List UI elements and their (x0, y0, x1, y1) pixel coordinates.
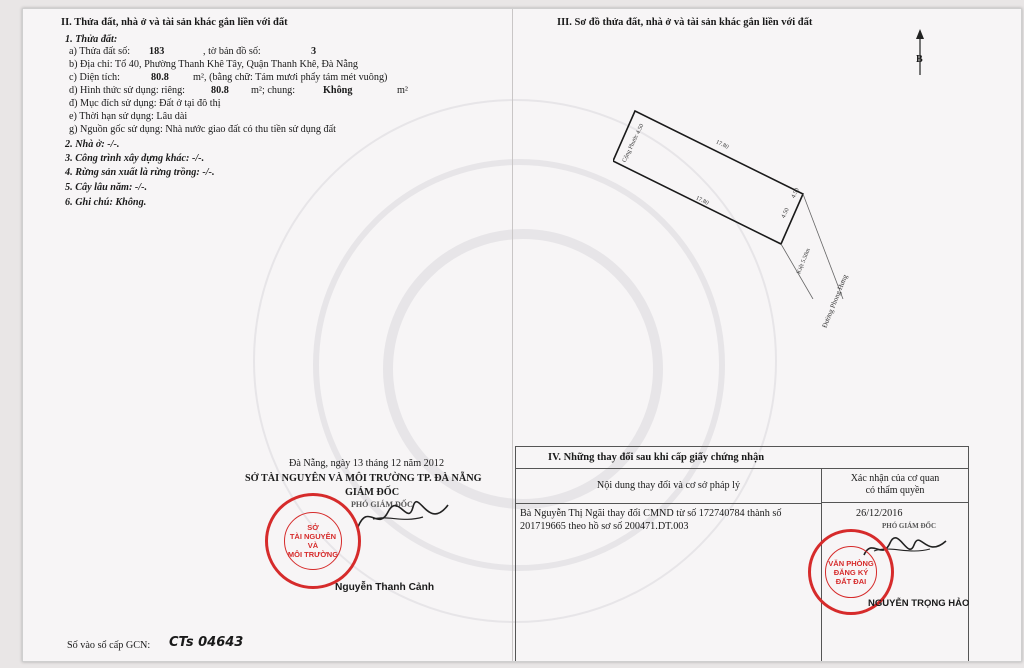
dim-top: 17.80 (714, 139, 730, 151)
section-iii-title: III. Sơ đồ thửa đất, nhà ở và tài sản khác gắn liền với đất (557, 17, 813, 28)
purpose-line: đ) Mục đích sử dụng: Đất ở tại đô thị (69, 98, 221, 109)
usage-common-label: m²; chung: (251, 85, 296, 96)
change-entry-date: 26/12/2016 (856, 508, 903, 519)
changes-title: IV. Những thay đổi sau khi cấp giấy chứng nhận (516, 447, 968, 469)
road-label: Đường Phong Hưng (820, 273, 850, 330)
official-seal-left: SỞ TÀI NGUYÊN VÀ MÔI TRƯỜNG (265, 493, 361, 589)
changes-col-confirm: Xác nhận của cơ quan có thẩm quyền (822, 469, 968, 503)
official-seal-right: VĂN PHÒNG ĐĂNG KÝ ĐẤT ĐAI (808, 529, 894, 615)
issue-date: Đà Nẵng, ngày 13 tháng 12 năm 2012 (289, 458, 445, 469)
area-unit-words: m², (bằng chữ: Tám mươi phẩy tám mét vuông) (193, 72, 388, 83)
signature-left (353, 497, 453, 537)
plot-number-value: 183 (149, 46, 165, 57)
registry-label: Số vào sổ cấp GCN: (67, 640, 151, 651)
usage-private-value: 80.8 (211, 85, 229, 96)
map-sheet-value: 3 (311, 46, 317, 57)
side-label: Cộng Phước 4.50 (621, 123, 646, 164)
note-line: 6. Ghi chú: Không. (65, 197, 147, 208)
registry-value: CTs 04643 (169, 635, 244, 650)
other-construction-line: 3. Công trình xây dựng khác: -/-. (65, 153, 205, 164)
dim-bottom: 17.80 (694, 195, 710, 207)
usage-common-unit: m² (397, 85, 408, 96)
section-ii-title: II. Thửa đất, nhà ở và tài sản khác gắn liền với đất (61, 17, 288, 28)
plot-number-label: a) Thửa đất số: (69, 46, 131, 57)
changes-col-content: Nội dung thay đổi và cơ sở pháp lý (516, 469, 822, 504)
lane-label: Kiệt 5.50m (796, 247, 812, 275)
north-label: B (916, 54, 923, 65)
issuing-org: SỞ TÀI NGUYÊN VÀ MÔI TRƯỜNG TP. ĐÀ NẴNG (245, 473, 482, 484)
house-line: 2. Nhà ở: -/-. (65, 139, 120, 150)
change-entry-line2: 201719665 theo hồ sơ số 200471.DT.003 (520, 521, 689, 532)
vice-director-title: PHÓ GIÁM ĐỐC (351, 500, 413, 509)
dim-right: 4.50 (790, 187, 801, 200)
signer-name-left: Nguyễn Thanh Cảnh (335, 582, 435, 593)
change-entry-line1: Bà Nguyễn Thị Ngãi thay đổi CMND từ số 172740784 thành số (520, 508, 782, 519)
origin-line: g) Nguồn gốc sử dụng: Nhà nước giao đất có thu tiền sử dụng đất (69, 124, 336, 135)
changes-table (515, 446, 969, 662)
address-line: b) Địa chỉ: Tổ 40, Phường Thanh Khê Tây, Quận Thanh Khê, Đà Nẵng (69, 59, 359, 70)
perennial-line: 5. Cây lâu năm: -/-. (65, 182, 148, 193)
page-fold (512, 9, 513, 661)
usage-form-label: d) Hình thức sử dụng: riêng: (69, 85, 186, 96)
usage-common-value: Không (323, 85, 353, 96)
change-entry-title: PHÓ GIÁM ĐỐC (882, 522, 937, 530)
north-arrow-icon (913, 27, 927, 77)
plot-sketch (613, 99, 873, 299)
area-value: 80.8 (151, 72, 169, 83)
director-title: GIÁM ĐỐC (345, 487, 400, 498)
term-line: e) Thời hạn sử dụng: Lâu dài (69, 111, 188, 122)
certificate-sheet (22, 8, 1022, 662)
forest-line: 4. Rừng sản xuất là rừng trồng: -/-. (65, 167, 215, 178)
map-sheet-label: , tờ bản đồ số: (203, 46, 261, 57)
change-entry-signer: NGUYỄN TRỌNG HẢO (868, 598, 970, 609)
area-label: c) Diện tích: (69, 72, 120, 83)
land-plot-heading: 1. Thửa đất: (65, 34, 118, 45)
dim-left: 4.50 (780, 207, 791, 220)
